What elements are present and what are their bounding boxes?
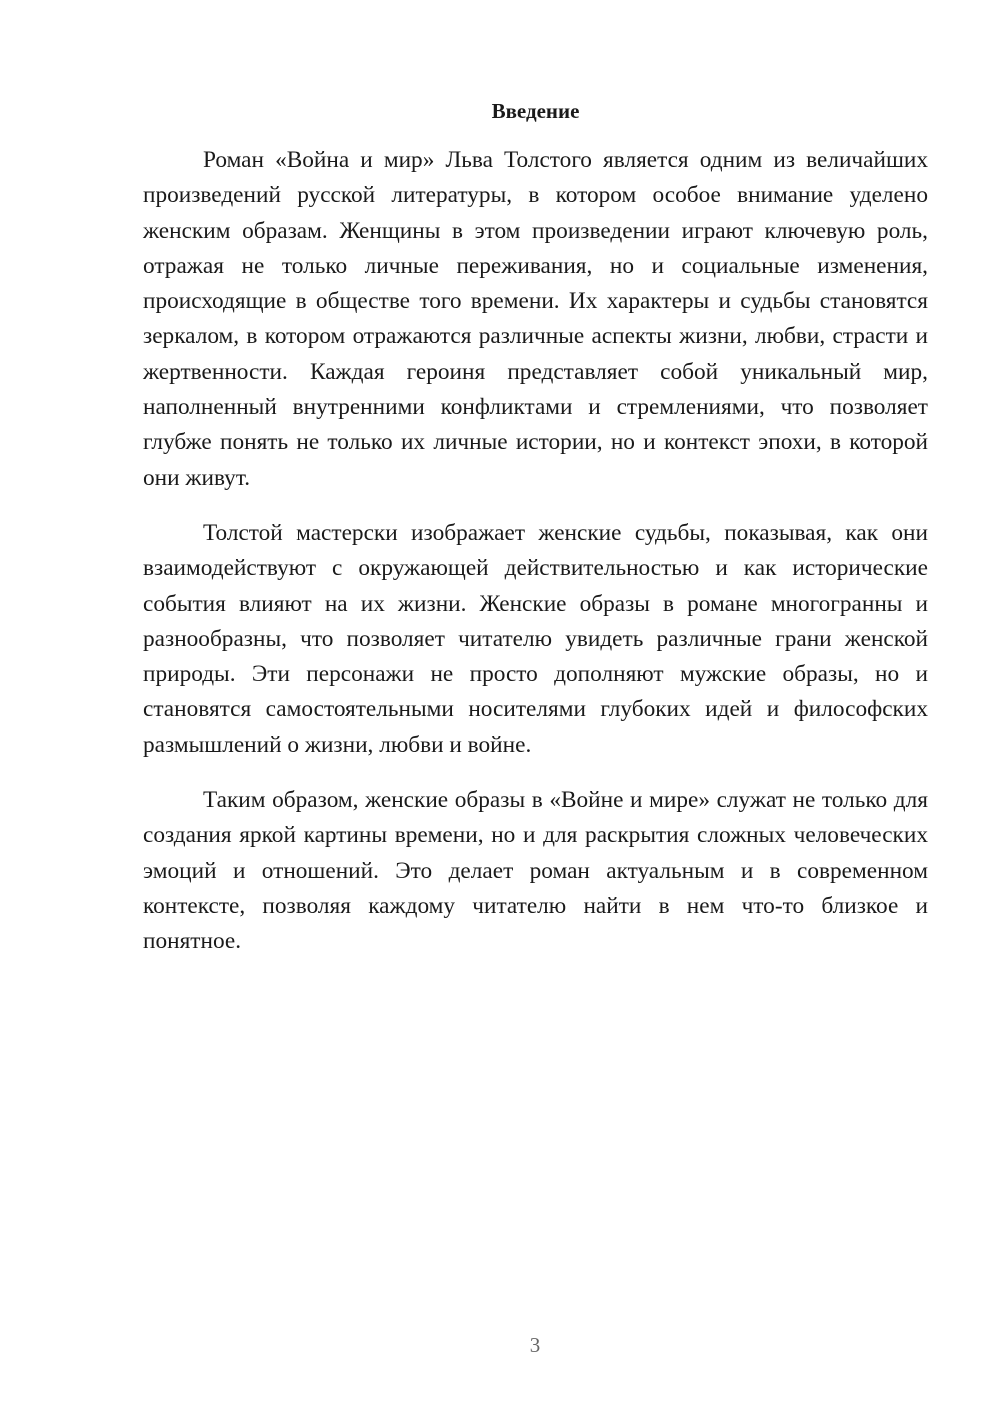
page-number: 3 <box>529 1333 541 1357</box>
paragraph-3: Таким образом, женские образы в «Войне и мире» служат не только для создания яркой картины времени, но и для раскрытия сложных человеческих эмоций и отношений. Это делает роман актуальным и в современном контексте, позволяя каждому читателю найти в нем что-то близкое и понятное. <box>143 787 928 955</box>
section-title: Введение <box>491 99 580 123</box>
paragraph-2: Толстой мастерски изображает женские судьбы, показывая, как они взаимодействуют с окружающей действительностью и как исторические события влияют на их жизни. Женские образы в романе многогранны и разнообразны, что позволяет читателю увидеть различные грани женской природы. Эти персонажи не просто дополняют мужские образы, но и становятся самостоятельными носителями глубоких идей и философских размышлений о жизни, любви и войне. <box>143 519 928 758</box>
paragraph-1: Роман «Война и мир» Льва Толстого является одним из величайших произведений русской литературы, в котором особое внимание уделено женским образам. Женщины в этом произведении играют ключевую роль, отражая не только личные переживания, но и социальные изменения, происходящие в обществе того времени. Их характеры и судьбы становятся зеркалом, в котором отражаются различные аспекты жизни, любви, страсти и жертвенности. Каждая героиня представляет собой уникальный мир, наполненный внутренними конфликтами и стремлениями, что позволяет глубже понять не только их личные истории, но и контекст эпохи, в которой они живут. <box>143 147 928 491</box>
page-content <box>143 95 928 980</box>
